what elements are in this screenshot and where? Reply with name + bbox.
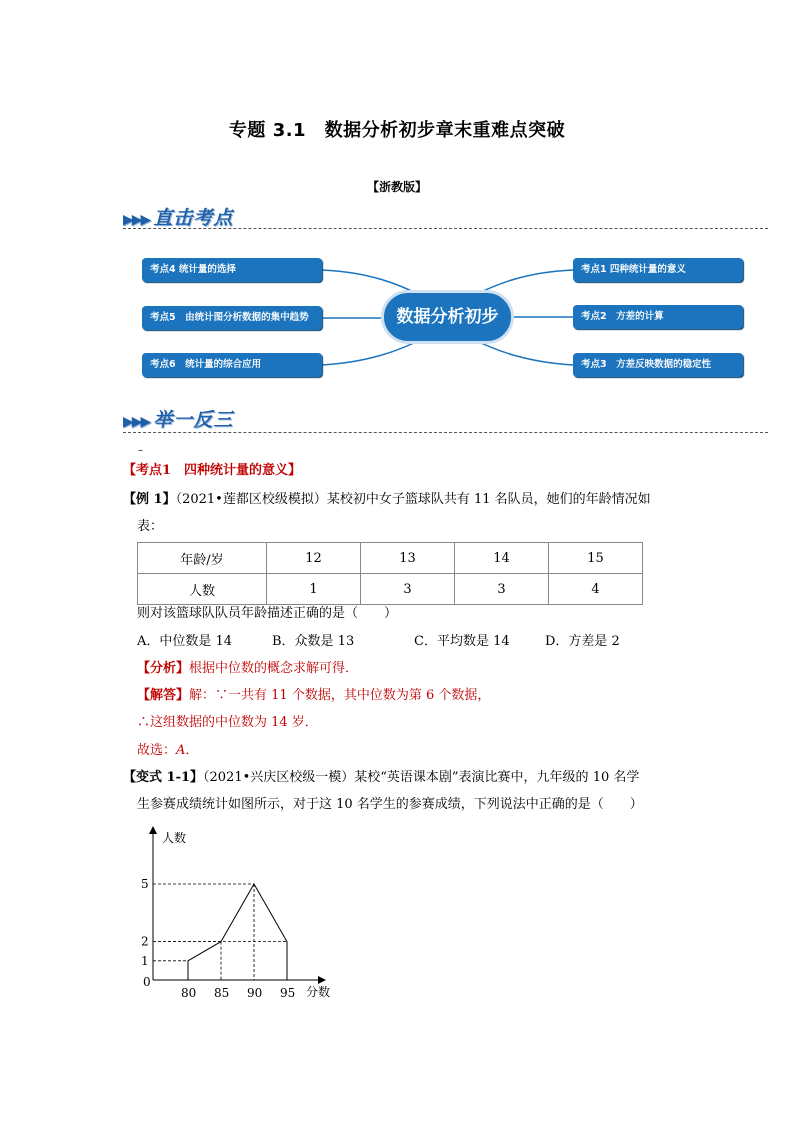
analysis-line bbox=[137, 660, 358, 678]
option-b: B．众数是 13 bbox=[272, 634, 355, 649]
table-cell: 13 bbox=[361, 543, 455, 574]
answer-line-1 bbox=[137, 687, 490, 705]
banner-text: 举一反三 bbox=[153, 409, 234, 431]
x-axis-label: 分数 bbox=[306, 985, 331, 999]
y-tick-label: 2 bbox=[141, 934, 149, 949]
variant-1-line-2: 生参赛成绩统计如图所示，对于这 10 名学生的参赛成绩，下列说法中正确的是（ ） bbox=[137, 797, 643, 812]
choice-line bbox=[137, 742, 198, 760]
choice-prefix: 故选： bbox=[137, 743, 177, 758]
answer-text: 解：∵一共有 11 个数据，其中位数为第 6 个数据， bbox=[189, 688, 491, 703]
example-text: （2021•莲都区校级模拟）某校初中女子篮球队共有 11 名队员，她们的年龄情况如 bbox=[175, 492, 651, 507]
score-line-chart bbox=[120, 820, 360, 1010]
table-header-cell: 人数 bbox=[138, 574, 267, 605]
variant-1-line-1 bbox=[123, 769, 639, 787]
table-row bbox=[138, 574, 643, 605]
origin-label: 0 bbox=[143, 975, 151, 989]
triple-arrow-icon: ▶▶▶ bbox=[123, 414, 150, 430]
page-title: 专题 3.1 数据分析初步章末重难点突破 bbox=[228, 120, 566, 141]
dashed-divider bbox=[123, 432, 768, 433]
choice-suffix: ． bbox=[185, 743, 199, 758]
section-banner-practice bbox=[123, 405, 233, 432]
table-cell: 3 bbox=[361, 574, 455, 605]
mindmap-node-point-6: 考点6 统计量的综合应用 bbox=[142, 353, 322, 377]
mindmap-node-point-2: 考点2 方差的计算 bbox=[573, 305, 743, 329]
y-tick-label: 5 bbox=[141, 877, 149, 891]
option-c: C．平均数是 14 bbox=[414, 634, 510, 649]
table-cell: 3 bbox=[455, 574, 549, 605]
table-cell: 15 bbox=[549, 543, 643, 574]
table-cell: 12 bbox=[267, 543, 361, 574]
triple-arrow-icon: ▶▶▶ bbox=[123, 212, 150, 228]
x-tick-label: 90 bbox=[247, 986, 263, 1000]
x-tick-label: 95 bbox=[280, 986, 296, 1000]
example-1-line-2: 表： bbox=[137, 519, 164, 534]
y-axis-label: 人数 bbox=[162, 831, 187, 845]
example-1-question: 则对该篮球队队员年龄描述正确的是（ ） bbox=[137, 606, 398, 621]
analysis-label: 【分析】 bbox=[137, 661, 190, 676]
dash-mark: – bbox=[138, 445, 143, 456]
mindmap-node-point-3: 考点3 方差反映数据的稳定性 bbox=[573, 353, 743, 377]
table-cell: 1 bbox=[267, 574, 361, 605]
y-tick-label: 1 bbox=[141, 953, 149, 968]
table-row bbox=[138, 543, 643, 574]
variant-text: （2021•兴庆区校级一模）某校“英语课本剧”表演比赛中，九年级的 10 名学 bbox=[203, 770, 640, 785]
example-1-line-1 bbox=[123, 491, 651, 509]
choice-letter: A bbox=[176, 743, 186, 758]
table-cell: 4 bbox=[549, 574, 643, 605]
x-tick-label: 85 bbox=[214, 986, 230, 1000]
age-table bbox=[137, 542, 643, 605]
variant-label: 【变式 1-1】 bbox=[123, 770, 204, 785]
example-label: 【例 1】 bbox=[123, 492, 176, 507]
analysis-text: 根据中位数的概念求解可得． bbox=[189, 661, 359, 676]
option-d: D．方差是 2 bbox=[545, 634, 620, 649]
x-tick-label: 80 bbox=[181, 986, 197, 1000]
answer-label: 【解答】 bbox=[137, 688, 190, 703]
mindmap-node-point-1: 考点1 四种统计量的意义 bbox=[573, 258, 743, 282]
banner-text: 直击考点 bbox=[153, 207, 234, 229]
series-line bbox=[188, 884, 287, 980]
mindmap-node-point-5: 考点5 由统计图分析数据的集中趋势 bbox=[142, 306, 322, 330]
table-header-cell: 年龄/岁 bbox=[138, 543, 267, 574]
option-a: A．中位数是 14 bbox=[137, 634, 233, 649]
answer-line-2: ∴这组数据的中位数为 14 岁． bbox=[137, 715, 318, 730]
section-heading-point-1: 【考点1 四种统计量的意义】 bbox=[123, 463, 302, 478]
mindmap-center-node: 数据分析初步 bbox=[381, 290, 514, 344]
table-cell: 14 bbox=[455, 543, 549, 574]
edition-label: 【浙教版】 bbox=[366, 180, 427, 194]
mindmap-node-point-4: 考点4 统计量的选择 bbox=[142, 258, 322, 282]
